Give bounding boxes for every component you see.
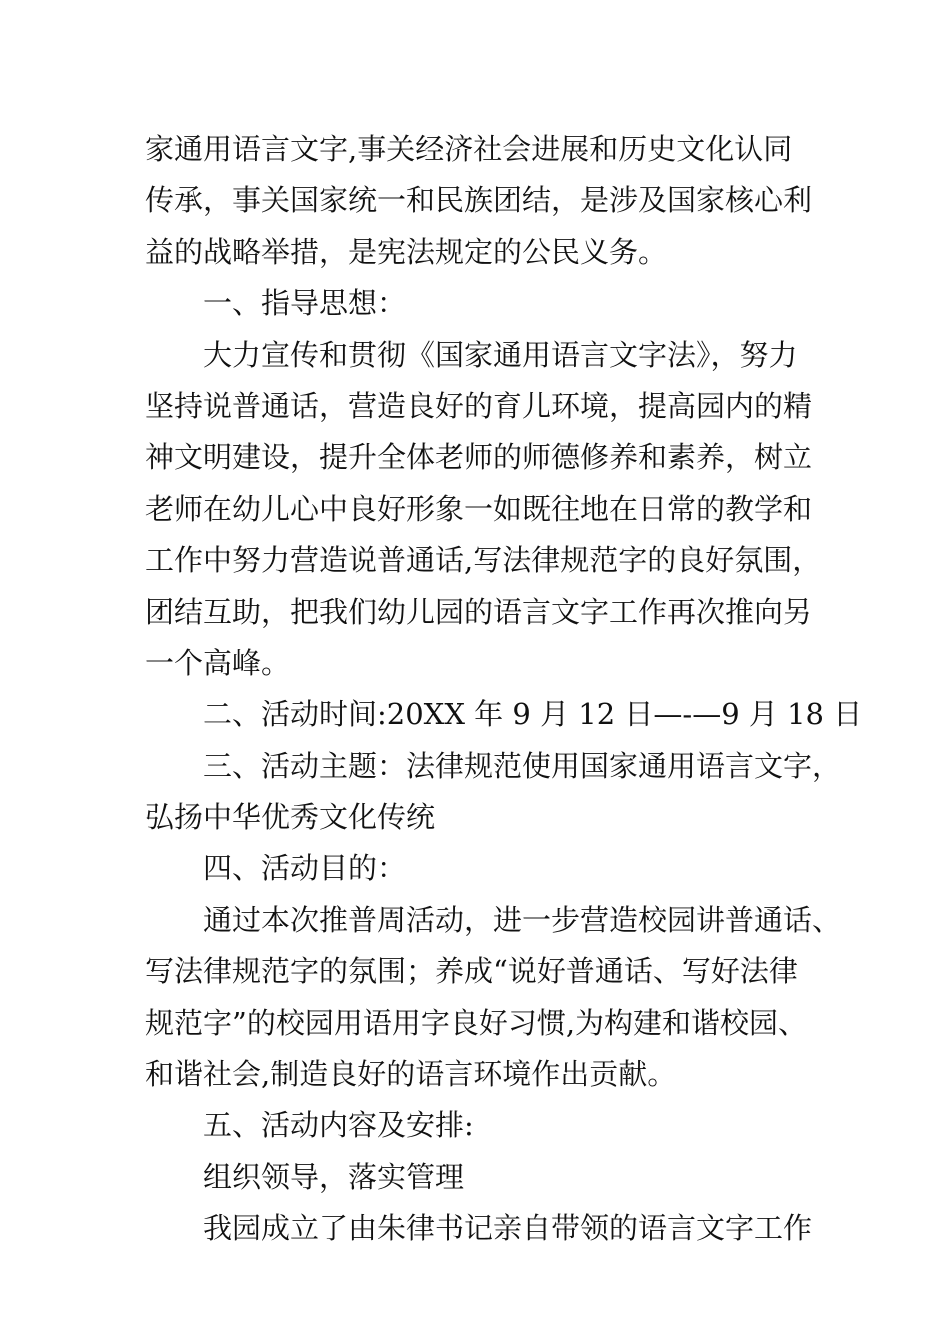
document-body (145, 124, 863, 1255)
text-line: 传承，事关国家统一和民族团结，是涉及国家核心利 (145, 183, 813, 218)
text-line: 我园成立了由朱律书记亲自带领的语言文字工作 (203, 1211, 813, 1246)
text-line: 坚持说普通话，营造良好的育儿环境，提高园内的精 (145, 388, 813, 423)
section-heading: 一、指导思想： (203, 286, 407, 321)
section-heading: 五、活动内容及安排: (203, 1108, 474, 1143)
text-line: 规范字”的校园用语用字良好习惯,为构建和谐校园、 (145, 1005, 808, 1040)
section-heading: 四、活动目的： (203, 851, 407, 886)
text-line: 工作中努力营造说普通话,写法律规范字的良好氛围， (145, 543, 822, 578)
section-heading: 二、活动时间:20XX 年 9 月 12 日—-—9 月 18 日 (203, 697, 863, 732)
section-heading: 三、活动主题：法律规范使用国家通用语言文字， (203, 748, 842, 783)
text-line: 弘扬中华优秀文化传统 (145, 800, 436, 835)
text-line: 团结互助，把我们幼儿园的语言文字工作再次推向另 (145, 594, 813, 629)
text-line: 和谐社会,制造良好的语言环境作出贡献。 (145, 1057, 677, 1092)
text-line: 组织领导，落实管理 (203, 1159, 465, 1194)
text-line: 一个高峰。 (145, 645, 291, 680)
text-line: 通过本次推普周活动，进一步营造校园讲普通话、 (203, 902, 842, 937)
text-line: 益的战略举措，是宪法规定的公民义务。 (145, 234, 668, 269)
text-line: 神文明建设，提升全体老师的师德修养和素养，树立 (145, 440, 813, 475)
text-line: 大力宣传和贯彻《国家通用语言文字法》，努力 (203, 337, 798, 372)
text-line: 老师在幼儿心中良好形象一如既往地在日常的教学和 (145, 491, 813, 526)
text-line: 写法律规范字的氛围；养成“说好普通话、写好法律 (145, 954, 798, 989)
text-line: 家通用语言文字,事关经济社会进展和历史文化认同 (145, 132, 793, 166)
